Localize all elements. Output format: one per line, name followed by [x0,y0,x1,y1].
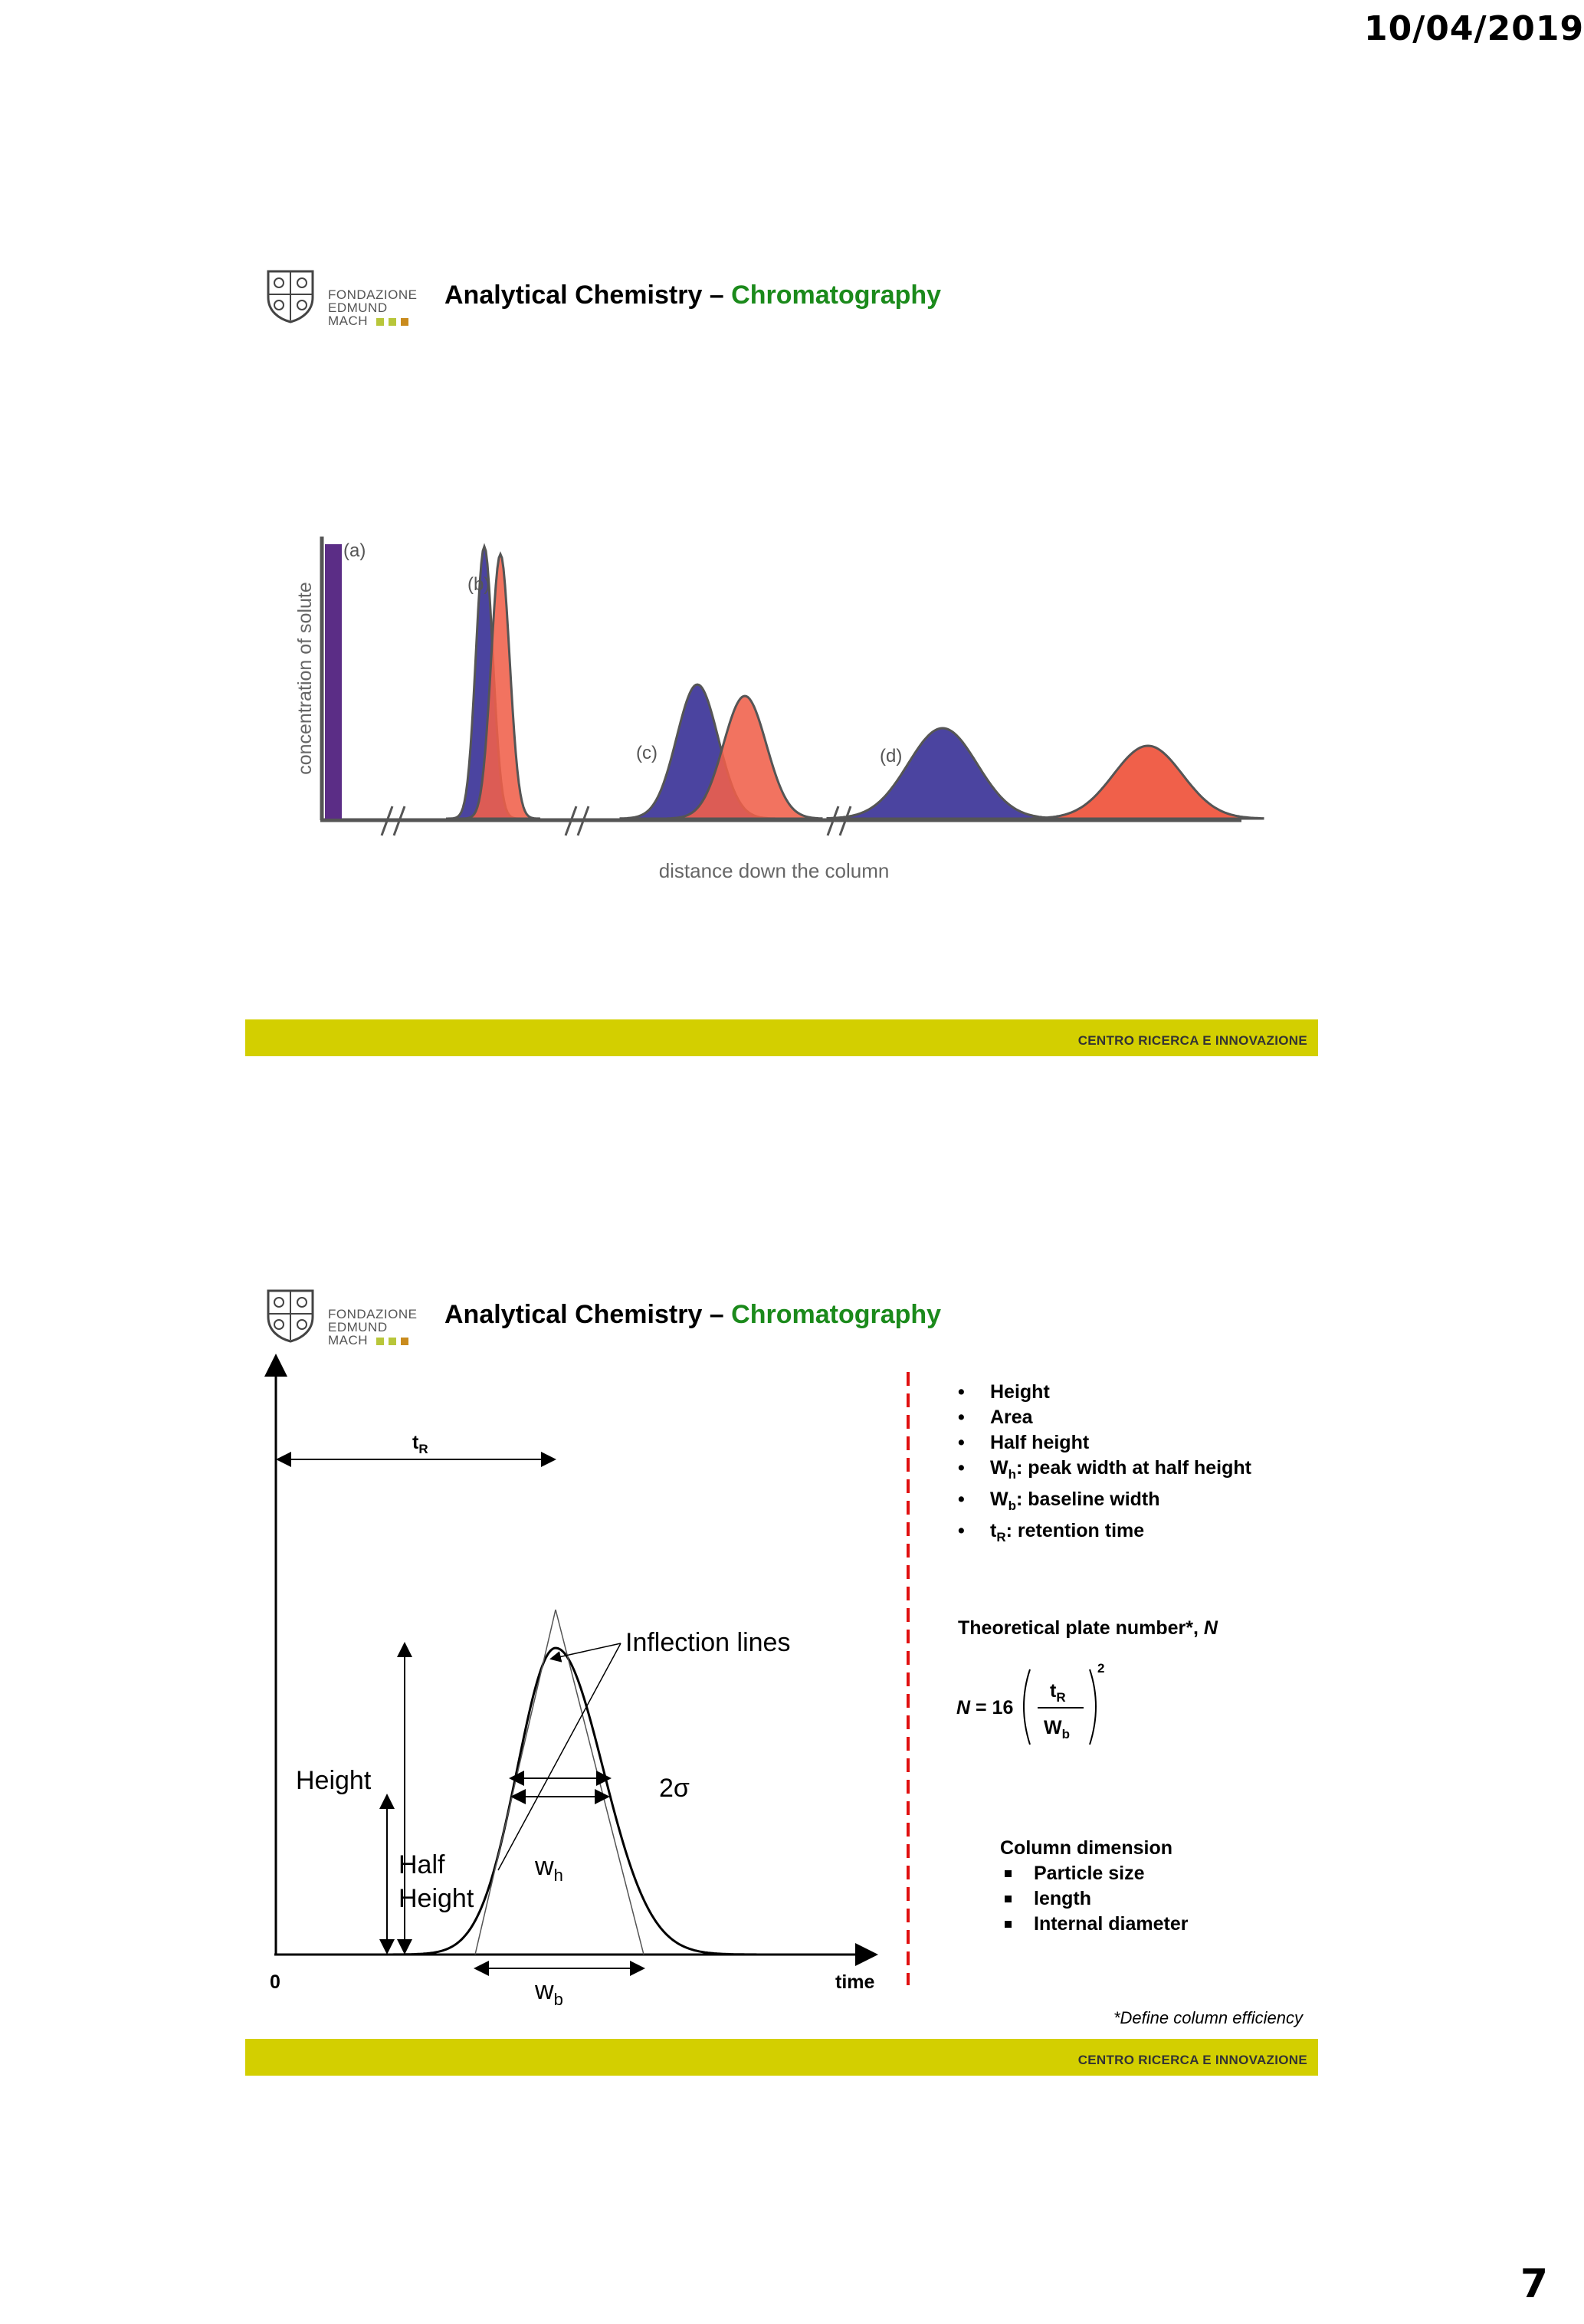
column-dimension-title: Column dimension [1000,1837,1172,1859]
peak-parameters-diagram [245,1349,935,2009]
title-prefix: Analytical Chemistry – [444,281,732,310]
label-a: (a) [343,540,366,561]
plate-number-equation [956,1656,1156,1755]
label-b: (b) [467,574,490,595]
equation-lhs: N = 16 [956,1697,1014,1718]
tangent-left [475,1610,556,1955]
footer-text: CENTRO RICERCA E INNOVAZIONE [1077,1033,1307,1048]
list-item: • Area [958,1407,1033,1428]
label-c: (c) [636,743,658,763]
list-item: • Half height [958,1432,1090,1453]
column-dimension-list [1000,1836,1188,1937]
page-date: 10/04/2019 [1364,9,1584,48]
logo-squares-icon [376,1336,410,1345]
separator-line [904,1372,912,1985]
wh-label: $w_h$ [535,1852,563,1885]
crest-icon [264,1286,317,1343]
slide-1 [245,253,1318,1058]
wb-label: $w_b$ [535,1976,563,2009]
origin-label: 0 [270,1971,280,1993]
logo-squares-icon [376,317,410,326]
crest-icon [264,267,317,323]
half-label-1: Half [398,1850,445,1879]
footer-text: CENTRO RICERCA E INNOVAZIONE [1077,2053,1307,2067]
band-broadening-figure [245,514,1318,927]
logo-line-3: MACH [328,314,417,327]
inflection-label: Inflection lines [625,1628,791,1657]
footer-bar [245,2039,1318,2076]
peak-curve [284,1648,828,1955]
tr-label: $t_R$ [412,1432,428,1456]
logo-line-3: MACH [328,1334,417,1347]
peak-d-blue [828,728,1058,819]
fem-logo [264,1286,425,1347]
list-item: length [1000,1886,1188,1912]
page-number: 7 [1520,2261,1548,2307]
peak-d-red [1033,746,1263,819]
label-d: (d) [880,746,903,766]
title-accent: Chromatography [731,1300,942,1329]
slide-2 [245,1272,1318,2077]
list-item: Particle size [1000,1861,1188,1886]
slide-title [444,281,941,310]
time-label: time [835,1971,875,1993]
equation-denominator: $W_b$ [1044,1717,1070,1741]
plate-number-heading: Theoretical plate number*, N [958,1617,1218,1639]
list-item: Internal diameter [1000,1912,1188,1937]
list-item: • $W_b$: baseline width [958,1489,1160,1513]
list-item: • Height [958,1381,1050,1403]
x-axis-label: distance down the column [658,859,890,882]
list-item: • $W_h$: peak width at half height [958,1457,1251,1482]
two-sigma-label: 2σ [659,1774,690,1803]
list-item: • $t_R$: retention time [958,1520,1145,1544]
height-label: Height [296,1766,372,1795]
title-prefix: Analytical Chemistry – [444,1300,732,1329]
half-label-2: Height [398,1884,474,1913]
fem-logo [264,267,425,328]
equation-numerator: $t_R$ [1050,1680,1066,1705]
right-paren [1090,1669,1096,1745]
title-accent: Chromatography [731,281,942,310]
left-paren [1024,1669,1030,1745]
y-axis-label: concentration of solute [294,582,316,775]
peak-parameter-list [958,1380,1251,1550]
tangent-right [556,1610,644,1955]
logo-line-1: FONDAZIONE [328,287,418,302]
slide-title [444,1300,941,1330]
inflection-pointer-2 [498,1643,621,1870]
logo-line-1: FONDAZIONE [328,1307,418,1321]
footnote: *Define column efficiency [1113,2008,1303,2027]
footer-bar [245,1019,1318,1056]
logo-line-2: EDMUND [328,300,388,315]
logo-line-2: EDMUND [328,1320,388,1334]
equation-exponent: 2 [1097,1661,1105,1676]
band-a [325,544,342,819]
